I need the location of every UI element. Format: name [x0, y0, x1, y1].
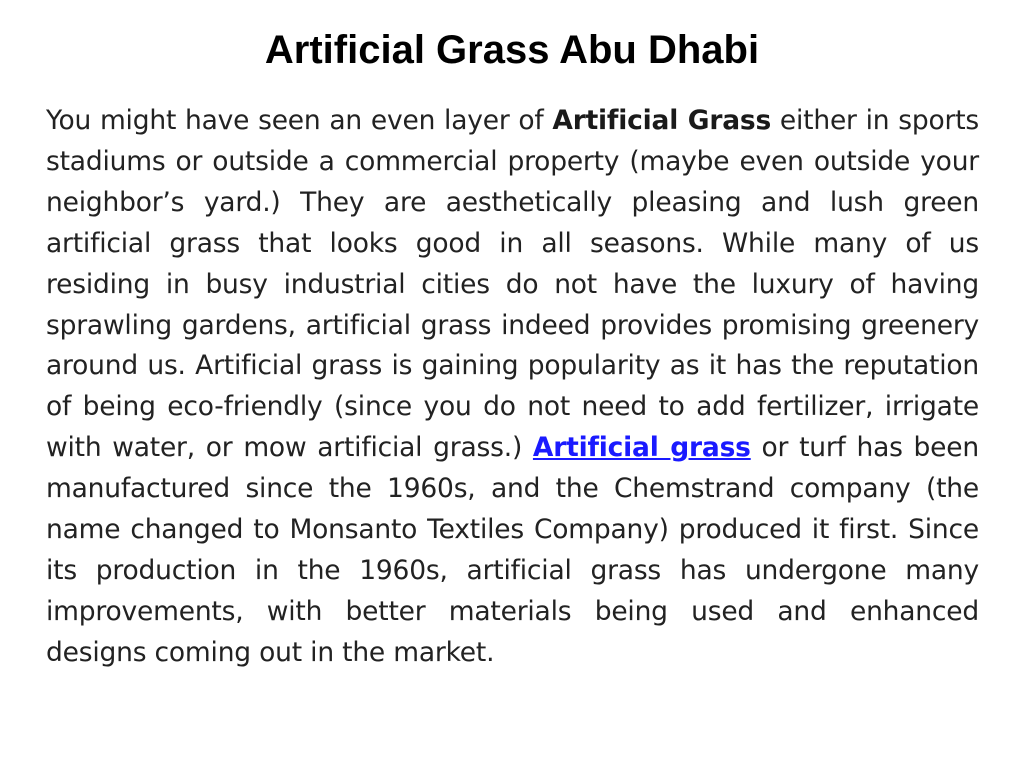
paragraph-text-middle: either in sports stadiums or outside a commercial property (maybe even outside your neighbor’s yard.) They are aesthetically pleasing and lush green artificial grass that looks good in all seasons. While many of us residing in busy industrial cities do not have the luxury of having sprawling gardens, artificial grass indeed provides promising greenery around us. Artificial grass is gaining popularity as it has the reputation of being eco-friendly (since you do not need to add fertilizer, irrigate with water, or mow artificial grass.) — [46, 105, 979, 464]
paragraph-text-intro: You might have seen an even layer of — [46, 105, 553, 136]
artificial-grass-link[interactable]: Artificial grass — [532, 432, 751, 464]
body-paragraph — [46, 101, 979, 674]
slide-title: Artificial Grass Abu Dhabi — [264, 28, 760, 72]
bold-keyword: Artificial Grass — [552, 105, 772, 136]
paragraph-text-end: or turf has been manufactured since the 1960s, and the Chemstrand company (the name changed to Monsanto Textiles Company) produced it first. Since its production in the 1960s, artificial grass has undergone many improvements, with better materials being used and enhanced designs coming out in the market. — [46, 432, 979, 668]
